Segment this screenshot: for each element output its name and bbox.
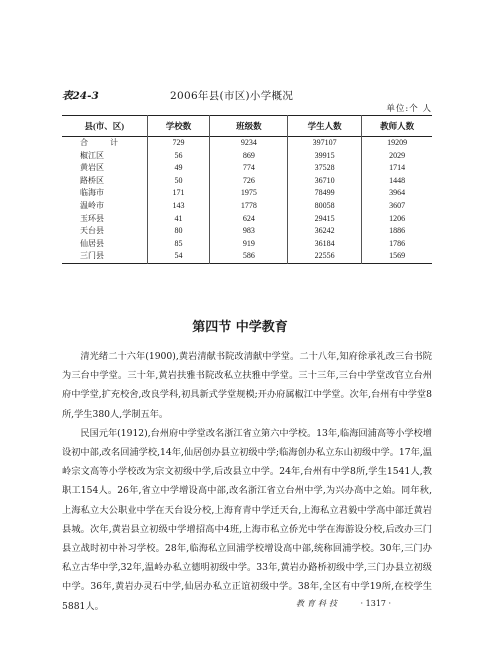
table-cell: 919 <box>210 238 288 251</box>
table-cell: 1569 <box>362 250 432 263</box>
table-cell: 合 计 <box>80 138 128 147</box>
table-row <box>62 225 432 238</box>
table-cell: 1975 <box>210 187 288 200</box>
table-cell: 天台县 <box>80 226 104 236</box>
page-footer <box>296 598 436 609</box>
column-header-teachers: 教师人数 <box>362 116 432 137</box>
table-cell: 22556 <box>288 250 362 263</box>
table-row <box>62 150 432 163</box>
table-cell: 温岭市 <box>80 200 104 210</box>
table-cell: 玉环县 <box>80 213 104 223</box>
table-cell: 2029 <box>362 150 432 163</box>
table-row-total <box>62 137 432 150</box>
table-cell: 41 <box>147 213 210 226</box>
table-cell: 36184 <box>288 238 362 251</box>
table-cell: 1714 <box>362 162 432 175</box>
table-row <box>62 250 432 263</box>
table-cell: 三门县 <box>80 251 104 261</box>
table-row <box>62 162 432 175</box>
table-cell: 624 <box>210 213 288 226</box>
section-heading: 第四节 中学教育 <box>192 320 288 335</box>
table-cell: 869 <box>210 150 288 163</box>
table-title: 2006年县(市区)小学概况 <box>170 90 294 102</box>
table-cell: 19209 <box>362 137 432 150</box>
column-header-students: 学生人数 <box>288 116 362 137</box>
table-cell: 586 <box>210 250 288 263</box>
table-cell: 仙居县 <box>80 238 104 248</box>
table-cell: 3607 <box>362 200 432 213</box>
table-cell: 50 <box>147 175 210 188</box>
table-cell: 1448 <box>362 175 432 188</box>
table-cell: 1786 <box>362 238 432 251</box>
school-stats-table <box>62 115 432 264</box>
table-row <box>62 213 432 226</box>
table-cell: 39915 <box>288 150 362 163</box>
table-row <box>62 200 432 213</box>
table-cell: 36710 <box>288 175 362 188</box>
table-cell: 椒江区 <box>80 150 104 160</box>
footer-section-name: 教育科技 <box>296 599 340 608</box>
table-cell: 80 <box>147 225 210 238</box>
table-cell: 726 <box>210 175 288 188</box>
table-row <box>62 175 432 188</box>
table-cell: 397107 <box>288 137 362 150</box>
body-text <box>62 347 432 616</box>
column-header-county: 县(市、区) <box>84 121 125 131</box>
table-cell: 29415 <box>288 213 362 226</box>
table-cell: 9234 <box>210 137 288 150</box>
table-row <box>62 187 432 200</box>
paragraph: 民国元年(1912),台州府中学堂改名浙江省立第六中学校。13年,临海回浦高等小学校增设初中部,改名回浦学校,14年,仙居创办县立初级中学;临海创办私立东山初级中学。17年,温岭宗文高等小学校改为宗文初级中学,后改县立中学。24年,台州有中学8所,学生1541人,教职工154人。26年,省立中学增设高中部,改名浙江省立台州中学,为兴办高中之始。同年秋,上海私立大公职业中学在天台设分校,上海育青中学迁天台,上海私立君毅中学高中部迁黄岩县城。次年,黄岩县立初级中学增招高中4班,上海市私立侨光中学在海游设分校,后改办三门县立战时初中补习学校。28年,临海私立回浦学校增设高中部,统称回浦学校。30年,三门办私立古华中学,32年,温岭办私立德明初级中学。33年,黄岩办路桥初级中学,三门办县立初级中学。36年,黄岩办灵石中学,仙居办私立正谊初级中学。38年,全区有中学19所,在校学生5881人。 <box>62 427 432 612</box>
table-row <box>62 238 432 251</box>
table-cell: 774 <box>210 162 288 175</box>
paragraph: 清光绪二十六年(1900),黄岩清献书院改清献中学堂。二十八年,知府徐承礼改三台书院为三台中学堂。三十年,黄岩扶雅书院改私立扶雅中学堂。三十三年,三台中学堂改官立台州府中学堂,扩充校舍,改良学科,初具新式学堂规模;开办府属椒江中学堂。次年,台州有中学堂8所,学生380人,学制五年。 <box>62 351 432 420</box>
table-cell: 1778 <box>210 200 288 213</box>
column-header-classes: 班级数 <box>210 116 288 137</box>
table-header-row <box>62 116 432 137</box>
column-header-schools: 学校数 <box>147 116 210 137</box>
table-cell: 37528 <box>288 162 362 175</box>
table-cell: 黄岩区 <box>80 163 104 173</box>
table-cell: 临海市 <box>80 188 104 198</box>
table-number: 表24-3 <box>62 90 99 102</box>
page-number: · 1317 · <box>360 599 392 608</box>
table-cell: 56 <box>147 150 210 163</box>
table-cell: 143 <box>147 200 210 213</box>
table-cell: 1886 <box>362 225 432 238</box>
table-cell: 36242 <box>288 225 362 238</box>
table-cell: 3964 <box>362 187 432 200</box>
unit-label: 单位:个 人 <box>386 104 432 114</box>
table-cell: 54 <box>147 250 210 263</box>
table-cell: 78499 <box>288 187 362 200</box>
table-cell: 80058 <box>288 200 362 213</box>
table-cell: 983 <box>210 225 288 238</box>
table-cell: 171 <box>147 187 210 200</box>
table-cell: 1206 <box>362 213 432 226</box>
table-cell: 729 <box>147 137 210 150</box>
table-cell: 49 <box>147 162 210 175</box>
table-header <box>62 88 432 104</box>
table-cell: 路桥区 <box>80 175 104 185</box>
table-cell: 85 <box>147 238 210 251</box>
